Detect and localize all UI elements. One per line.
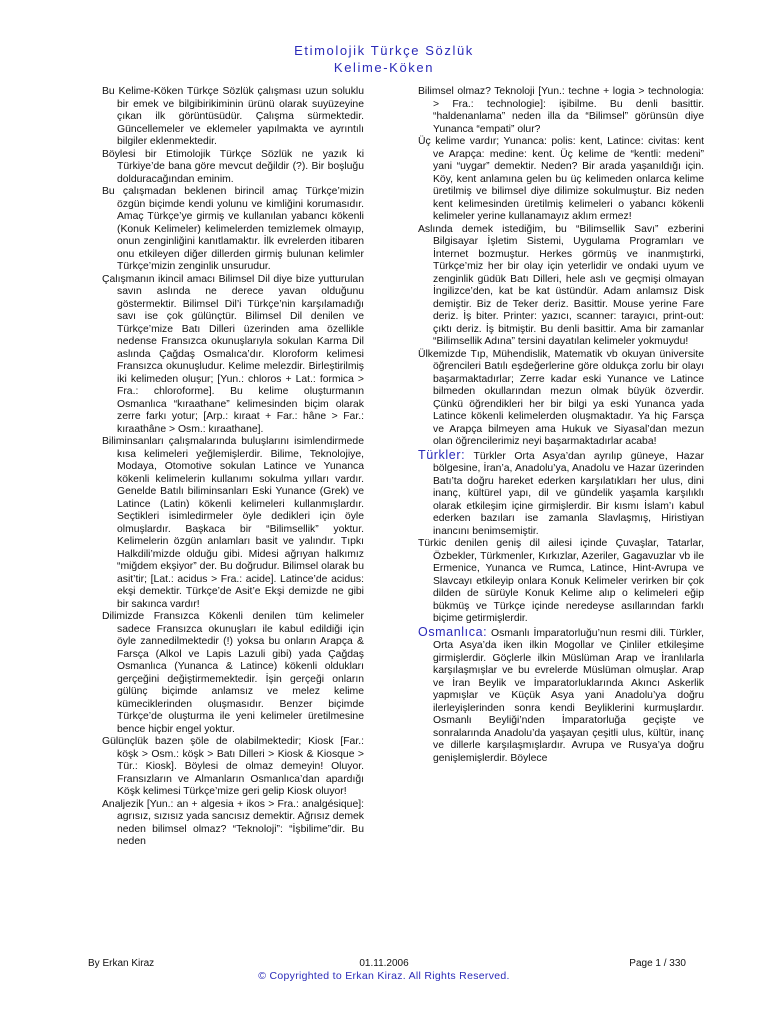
paragraph: Aslında demek istediğim, bu “Bilimsellik Savı” ezberini Bilgisayar İşletim Sistemi, Uygulama Programları ve İnternet bozmuştur. Herkes görmüş ve inanmıştırki, Türkçe’miz her bir olay için yeterlidir ve ondaki uyum ve zenginlik güdük Batı Dilleri, hele aslı ve geçmişi olmayan İngilizce’den, kat be kat üstündür. Adam anlamsız Disk demiştir. Biz de Teker deriz. Basittir. Mouse yerine Fare deriz. İş biter. Printer: yazıcı, scanner: tarayıcı, print-out: çıktı deriz. İş bitmiştir. Bu denli basittir. Ama bir zamanlar “Bilimsellik Adına” tersini dayatılan kelimeler yokmuydu! — [418, 223, 704, 347]
entry-heading: Türkler: — [418, 447, 466, 462]
paragraph: Biliminsanları çalışmalarında buluşlarını isimlendirmede kısa kelimeleri yeğlemişlerdir. Bilime, Teknolojiye, Modaya, Otomotive sokulan Latince ve Yunanca kökenli kelimelerin kullanımı sokulma yılları vardır. Genelde Batılı biliminsanları Eski Yunance (Grek) ve Latince (Latin) kökenli kelimeleri kullanmışlardır. Seçtikleri isimledirmeler öyle dedikleri için öyle olmuşlardır. Başkaca bir “Bilimsellik” yoktur. Kelimelerin özgün anlamları basit ve yalındır. Tıpkı Halkdili’mizde olduğu gibi. Midesi ağrıyan halkımız “miğdem ekşiyor” der. Bu doğrudur. Bilimsel olarak bu asit’tir; [Lat.: acidus > Fra.: acide]. Latince’de acidus: ekşi demektir. Türkçe’de Asit’e Ekşi demizde ne gibi bir sakınca vardır! — [102, 436, 364, 610]
paragraph: Bilimsel olmaz? Teknoloji [Yun.: techne + logia > technologia: > Fra.: technologie]: işibilme. Bu denli basittir. “haldenanlama” neden illa da “Bilimsel” görünsün diye Yunanca “empati” olur? — [418, 86, 704, 135]
entry-heading: Osmanlıca: — [418, 624, 488, 639]
entry-osmanlica — [418, 626, 704, 766]
entry-text: Türkler Orta Asya’dan ayrılıp güneye, Hazar bölgesine, İran’a, Anadolu’ya, Anadolu ve Hazar üzerinden Batı’ta doğru hareket ederken karşılatıkları her ulus, dini inanç, kültürel yapı, dil ve gündelik yaşamla karşılıklı olarak etkileşim içine girmişlerdir. Bir kısmı İslam’ı kabul ederken bazıları ise zamanla Slavlaşmış, Hiristiyan inancını benimsemiştir. — [433, 450, 704, 537]
paragraph: Analjezik [Yun.: an + algesia + ikos > Fra.: analgésique]: agrısız, sızısız yada sancısız demektir. Ağrısız demek neden bilimsel olmaz? “Teknoloji”: “İşbilime”dir. Bu neden — [102, 798, 364, 847]
footer-page-number: Page 1 / 330 — [629, 958, 686, 969]
entry-turkler — [418, 449, 704, 539]
paragraph: Böylesi bir Etimolojik Türkçe Sözlük ne yazık ki Türkiye’de bana göre mevcut değildir (?). Bir boşluğu dolduracağından eminim. — [102, 148, 364, 185]
paragraph: Gülünçlük bazen şöle de olabilmektedir; Kiosk [Far.: köşk > Osm.: köşk > Batı Dilleri > Kiosk & Kiosque > Tür.: Kiosk]. Böylesi de olmaz demeyin! Oluyor. Fransızların ve Almanların Osmanlıca’dan apardığı Köşk kelimesi Türkçe’mize geri gelip Kiosk oluyor! — [102, 736, 364, 797]
footer-author: By Erkan Kiraz — [88, 958, 155, 969]
document-subtitle: Kelime-Köken — [333, 60, 435, 75]
paragraph: Bu Kelime-Köken Türkçe Sözlük çalışması uzun soluklu bir emek ve bilgibirikiminin ürünü olarak suyüzeyine çıkan ilk görüntüsüdür. Çalışma sürmektedir. Güncellemeler ve eklemeler yapılmakta ve ayrıntılı bilgiler eklenmektedir. — [102, 86, 364, 147]
entry-text: Osmanlı İmparatorluğu’nun resmi dili. Türkler, Orta Asya’da iken ilkin Mogollar ve Çinliler etkileşime girmişlerdir. Göçlerle ilkin Müslüman Arap ve İranlılarla karşılaşmışlar ve bu evrelerde Müslüman olmuşlar. Arap ve İran Beylik ve İmparatorluklarında Akıncı Askerlik yapmışlar ve Küçük Asya yani Anadolu’ya doğru ilerleyişlerinden sonra kendi Beyliklerini kurmuşlardır. Osmanlı Beyliği’nden İmparatorluğa geçişte ve sonralarında Anadolu’da yaşayan çeşitli ulus, kültür, inanç ve dillerle karşılaşmışlardır. Avrupa ve Rusya’ya doğru genişlemişlerdir. Böylece — [433, 627, 704, 764]
left-column — [102, 86, 364, 849]
footer-copyright: © Copyrighted to Erkan Kiraz. All Rights Reserved. — [258, 970, 510, 982]
paragraph: Ülkemizde Tıp, Mühendislik, Matematik vb okuyan üniversite öğrencileri Batılı eşdeğerlerine göre oldukça zorlu bir olayı başarmaktadırlar; Zerre kadar eski Yunance ve Latince bilmeden okullarından mezun olmak büyük özverdir. Çünkü öğrendikleri her bir bilgi ya eski Yunanca yada Latince kökenli kelimelerden oluşmaktadır. Ya hiç Farsça ve Arapça bilmeyen ama Hukuk ve Siyasal’dan mezun olan öğrencilerimiz neyi başarmaktadırlar acaba! — [418, 348, 704, 447]
right-column — [418, 86, 704, 765]
footer-date: 01.11.2006 — [359, 958, 409, 969]
paragraph: Bu çalışmadan beklenen birincil amaç Türkçe’mizin özgün biçimde kendi yolunu ve kimliğini korumasıdır. Amaç Türkçe’ye girmiş ve kullanılan yabancı kökenli (Konuk Kelimeler) kelimelerden temizlemek olmayıp, onun zenginliğini kanıtlamaktır. İlk evrelerden itibaren onu etkileyen diğer dillerden girmiş bulunan kelimler Türkçe’mizin zenginlik unsurudur. — [102, 186, 364, 272]
paragraph: Türkic denilen geniş dil ailesi içinde Çuvaşlar, Tatarlar, Özbekler, Türkmenler, Kırkızlar, Azeriler, Gagavuzlar vb ile Ermenice, Yunanca ve Rumca, Latince, Hint-Avrupa ve Slavcayı etkileyip onlara Konuk Kelimeler verirken bir çok dilden de sürüyle Konuk Kelime alıp o kelimeleri eğip bükmüş ve Türkçe içinde neredeyse asıllarından farklı biçime getirmişlerdir. — [418, 538, 704, 624]
paragraph: Üç kelime vardır; Yunanca: polis: kent, Latince: civitas: kent ve Arapça: medine: kent. Üç kelime de “kentli: medeni” yani “uygar” demektir. Neden? Bir arada yaşanıldığı için. Köy, kent anlamına gelen bu üç kelimeden onlarca kelime üretilmiş ve bilimsel diye dilimize sokulmuştur. Biz neden kent kelimesinden üretilmiş kelimeleri o yabancı kökenli kelimeler yerine kullanamayız aklım ermez! — [418, 136, 704, 222]
document-title-block — [0, 42, 768, 76]
paragraph: Dilimizde Fransızca Kökenli denilen tüm kelimeler sadece Fransızca okunuşları ile kabul edildiği için öyle zannedilmektedir (!) yoksa bu onların Arapça & Farsça (Alkol ve Lapis Lazuli gibi) yada Çağdaş Osmanlıca (Yunanca & Latince) kökenli oldukları gerçeğini değiştirmemektedir. İşin gerçeği onların gülünç biçimde anlamsız ve melez kelime kümeciklerinden oluşmasıdır. Benzer biçimde Türkçe’de oluşturma ile yeni kelimeler üretilmesine bence hiçbir engel yoktur. — [102, 611, 364, 735]
document-title: Etimolojik Türkçe Sözlük — [294, 43, 474, 58]
paragraph: Çalışmanın ikincil amacı Bilimsel Dil diye bize yutturulan savın aslında ne derece yavan olduğunu göstermektir. Bilimsel Dil’i Türkçe’nin karşılamadığı savı ise çok gülünçtür. Bilimsel Dil denilen ve Türkçe’mize Batı Dilleri üzerinden ama özellikle nedense Fransızca okunuşlarıyla sokulan Karma Dil aslında Çağdaş Osmalıca’dır. Kloroform kelimesi Fransızca okunuşludur. Kelime melezdir. Birleştirilmiş iki kelimeden oluşur; [Yun.: chloros + Lat.: formica > Fra.: chloroforme]. Bu kelime oluşturmanın Osmanlıca “kıraathane” kelimesinden biçim olarak zerre farkı yotur; [Arp.: kıraat + Far.: hâne > Far.: kıraathâne > Osm.: kıraathane]. — [102, 273, 364, 435]
